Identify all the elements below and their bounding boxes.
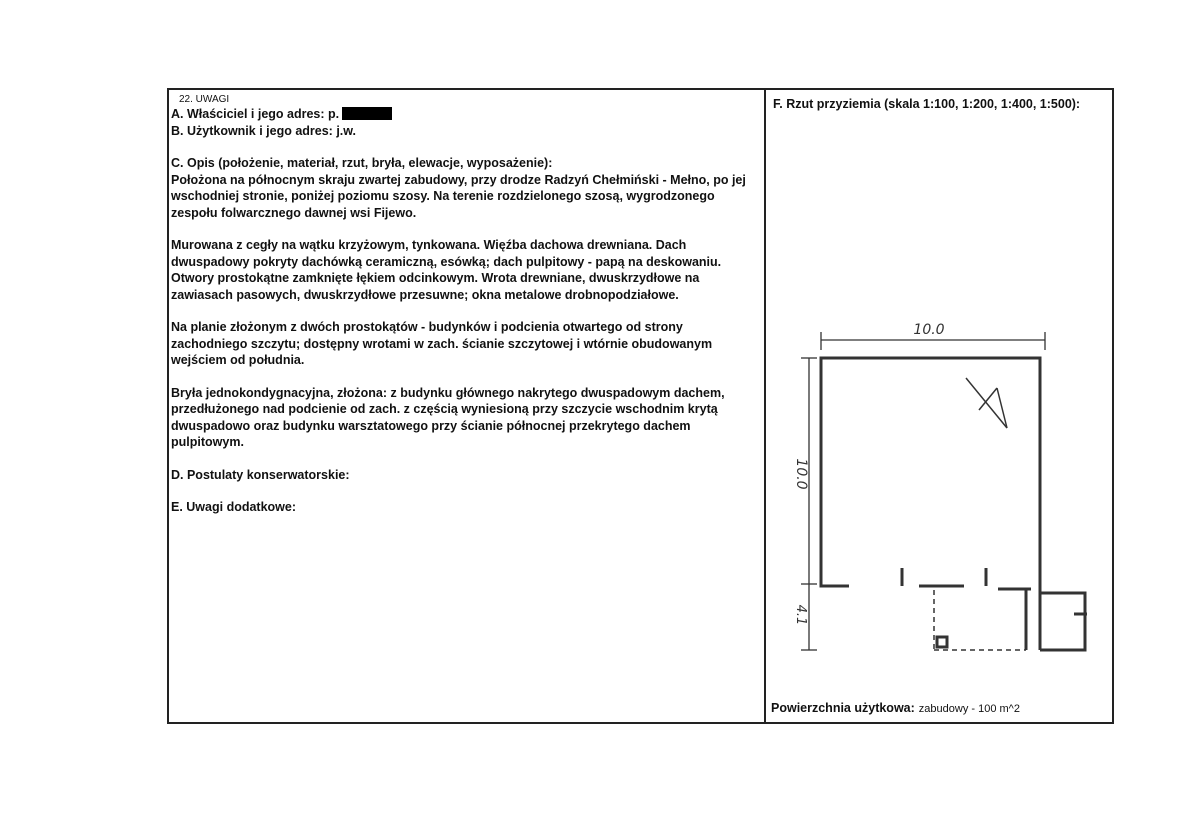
owner-label: A. Właściciel i jego adres: p. [171, 107, 340, 121]
user-line: B. Użytkownik i jego adres: j.w. [171, 123, 356, 138]
remarks-column [171, 94, 759, 516]
description-paragraph-4: Bryła jednokondygnacyjna, złożona: z budynku głównego nakrytego dwuspadowym dachem, przedłużonego nad podcienie od zach. z częścią wyniesioną przy szczycie wschodnim krytą dwuspadowo oraz budynku warsztatowego przy ścianie północnej przekrytego dachem pulpitowym. [171, 385, 725, 449]
description-paragraph-3: Na planie złożonym z dwóch prostokątów - budynków i podcienia otwartego od strony zachodniego szczytu; dostępny wrotami w zach. ścianie szczytowej i wtórnie obudowanym wejściem od południa. [171, 320, 713, 367]
column-divider [764, 90, 766, 722]
annex-outline [1040, 593, 1085, 650]
height-dimension-text: 10.0 [793, 458, 809, 490]
description-paragraph-1: Położona na północnym skraju zwartej zabudowy, przy drodze Radzyń Chełmiński - Mełno, po jej wschodniej stronie, poniżej poziomu szosy. Na terenie rozdzielonego szosą, wygrodzonego zespołu folwarcznego dawnej wsi Fijewo. [171, 172, 746, 220]
redaction-box [342, 107, 392, 120]
postulates-label: D. Postulaty konserwatorskie: [171, 467, 350, 482]
ground-floor-plan [769, 240, 1099, 680]
description-paragraph-2: Murowana z cegły na wątku krzyżowym, tynkowana. Więźba dachowa drewniana. Dach dwuspadowy pokryty dachówką ceramiczną, esówką; dach pulpitowy - papą na deskowaniu. Otwory prostokątne zamknięte łękiem odcinkowym. Wrota drewniane, dwuskrzydłowe na zawiasach pasowych, dwuskrzydłowe przesuwne; okna metalowe drobnopodziałowe. [171, 238, 722, 302]
north-arrow-icon [966, 378, 1007, 428]
small-column [937, 637, 947, 647]
main-wall-outline [821, 358, 1040, 586]
area-label: Powierzchnia użytkowa: [771, 701, 915, 715]
description-label: C. Opis (położenie, materiał, rzut, bryła, elewacje, wyposażenie): [171, 156, 553, 170]
owner-line [171, 106, 759, 123]
record-card [167, 88, 1114, 724]
area-row [771, 701, 1020, 715]
remarks-label: E. Uwagi dodatkowe: [171, 500, 297, 514]
plan-title: F. Rzut przyziemia (skala 1:100, 1:200, 1:400, 1:500): [773, 97, 1081, 111]
section-number: 22. UWAGI [179, 94, 230, 105]
width-dimension-text: 10.0 [913, 322, 945, 338]
small-dimension-text: 4.1 [793, 604, 808, 626]
area-value: zabudowy - 100 m^2 [918, 703, 1020, 715]
